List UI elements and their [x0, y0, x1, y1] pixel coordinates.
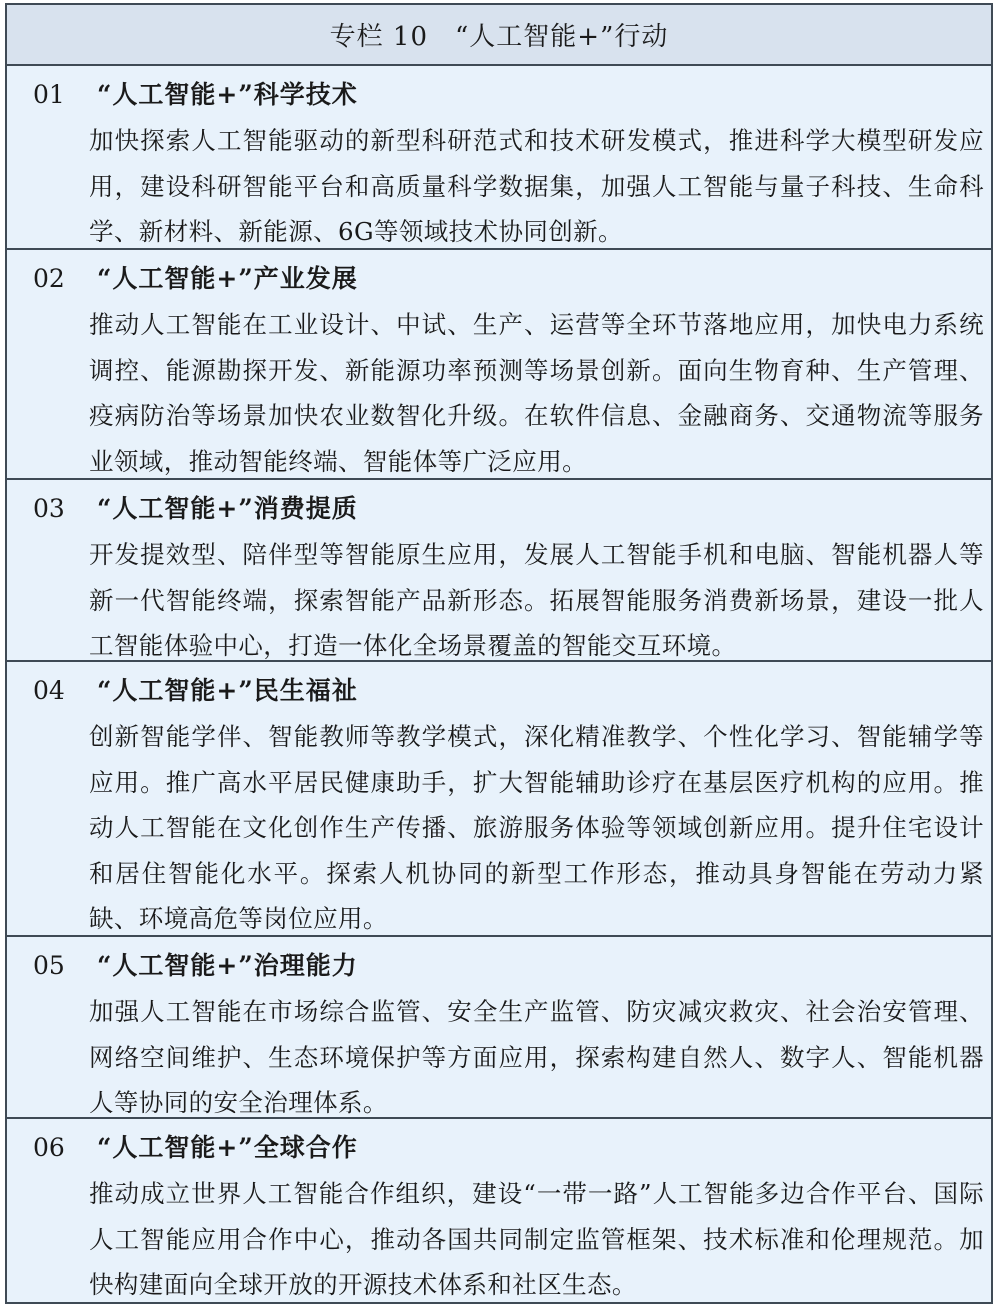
section-title: “人工智能+”全球合作 — [97, 1133, 358, 1162]
section-consumption — [7, 480, 991, 662]
section-body: 加快探索人工智能驱动的新型科研范式和技术研发模式，推进科学大模型研发应用，建设科研智能平台和高质量科学数据集，加强人工智能与量子科技、生命科学、新材料、新能源、6G等领域技术协同创新。 — [89, 126, 984, 246]
column-box — [5, 3, 993, 1304]
section-industry — [7, 250, 991, 480]
section-title: “人工智能+”科学技术 — [97, 80, 358, 109]
section-science — [7, 66, 991, 250]
column-title: 专栏 10 “人工智能+”行动 — [329, 22, 669, 52]
section-governance — [7, 937, 991, 1119]
section-body: 加强人工智能在市场综合监管、安全生产监管、防灾减灾救灾、社会治安管理、网络空间维护、生态环境保护等方面应用，探索构建自然人、数字人、智能机器人等协同的安全治理体系。 — [89, 997, 984, 1117]
section-number: 04 — [33, 676, 65, 705]
section-number: 03 — [33, 494, 65, 523]
section-global — [7, 1119, 991, 1302]
section-number: 02 — [33, 264, 65, 293]
section-number: 05 — [33, 951, 65, 980]
section-livelihood — [7, 662, 991, 937]
section-body: 推动成立世界人工智能合作组织，建设“一带一路”人工智能多边合作平台、国际人工智能应用合作中心，推动各国共同制定监管框架、技术标准和伦理规范。加快构建面向全球开放的开源技术体系和社区生态。 — [89, 1179, 984, 1299]
section-title: “人工智能+”治理能力 — [97, 951, 358, 980]
section-body: 开发提效型、陪伴型等智能原生应用，发展人工智能手机和电脑、智能机器人等新一代智能终端，探索智能产品新形态。拓展智能服务消费新场景，建设一批人工智能体验中心，打造一体化全场景覆盖的智能交互环境。 — [89, 540, 984, 660]
section-title: “人工智能+”产业发展 — [97, 264, 358, 293]
section-title: “人工智能+”消费提质 — [97, 494, 358, 523]
section-title: “人工智能+”民生福祉 — [97, 676, 358, 705]
column-header — [7, 5, 991, 66]
section-body: 创新智能学伴、智能教师等教学模式，深化精准教学、个性化学习、智能辅学等应用。推广高水平居民健康助手，扩大智能辅助诊疗在基层医疗机构的应用。推动人工智能在文化创作生产传播、旅游服务体验等领域创新应用。提升住宅设计和居住智能化水平。探索人机协同的新型工作形态，推动具身智能在劳动力紧缺、环境高危等岗位应用。 — [89, 722, 984, 933]
section-number: 06 — [33, 1133, 65, 1162]
section-number: 01 — [33, 80, 65, 109]
section-body: 推动人工智能在工业设计、中试、生产、运营等全环节落地应用，加快电力系统调控、能源勘探开发、新能源功率预测等场景创新。面向生物育种、生产管理、疫病防治等场景加快农业数智化升级。在软件信息、金融商务、交通物流等服务业领域，推动智能终端、智能体等广泛应用。 — [89, 310, 984, 476]
